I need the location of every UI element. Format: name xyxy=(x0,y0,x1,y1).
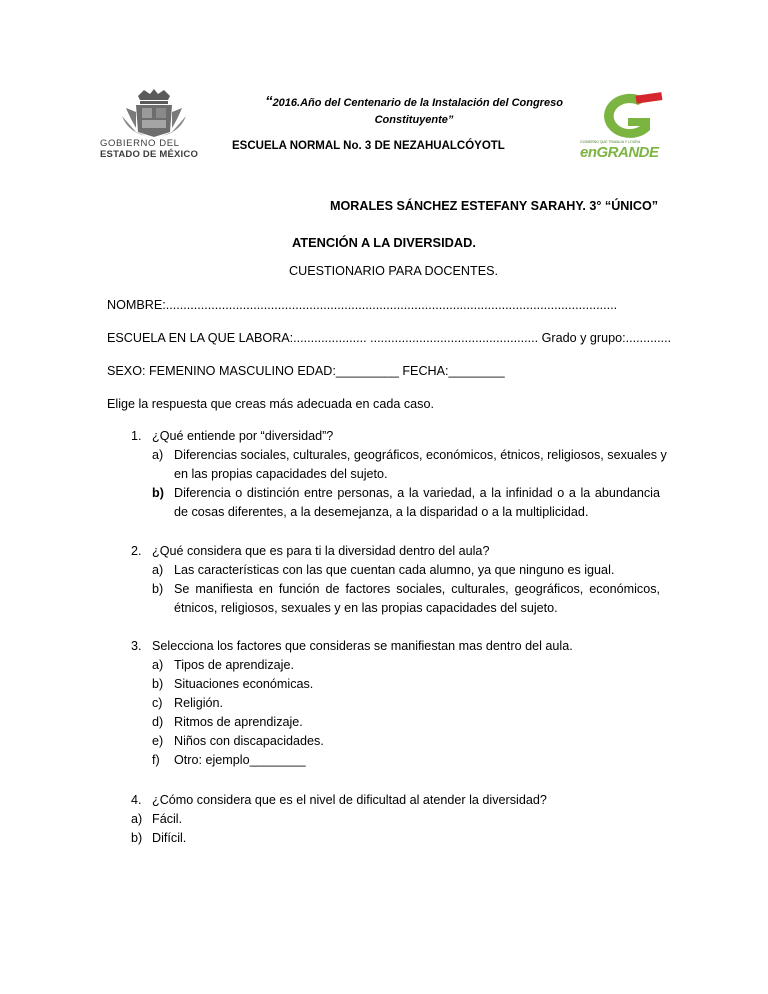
option-letter[interactable]: b) xyxy=(152,582,164,596)
option-text[interactable]: Difícil. xyxy=(152,831,187,845)
instruction: Elige la respuesta que creas más adecuada en cada caso. xyxy=(107,397,434,411)
motto-line1: 2016.Año del Centenario de la Instalación del Congreso xyxy=(272,97,563,109)
option-text[interactable]: Ritmos de aprendizaje. xyxy=(174,715,303,729)
option-letter[interactable]: b) xyxy=(152,677,164,691)
option-text-cont[interactable]: en las propias capacidades del sujeto. xyxy=(174,467,388,481)
option-text[interactable]: Fácil. xyxy=(152,812,183,826)
option-letter[interactable]: f) xyxy=(152,753,160,767)
gov-logo-line1: GOBIERNO DEL xyxy=(100,138,180,149)
engrande-logo xyxy=(578,90,668,162)
option-letter[interactable]: d) xyxy=(152,715,164,729)
option-text[interactable]: Otro: ejemplo________ xyxy=(174,753,306,767)
question-text: ¿Cómo considera que es el nivel de dificultad al atender la diversidad? xyxy=(152,793,547,807)
sexo-field[interactable]: SEXO: FEMENINO MASCULINO EDAD:_________ FECHA:________ xyxy=(107,364,505,378)
question-text: ¿Qué entiende por “diversidad”? xyxy=(152,429,334,443)
escuela-field[interactable]: ESCUELA EN LA QUE LABORA:..................... ................................................ Grado y grupo:............. xyxy=(107,331,672,345)
option-letter[interactable]: a) xyxy=(131,812,143,826)
question-number: 1. xyxy=(131,429,142,443)
option-text-cont[interactable]: de cosas diferentes, a la desemejanza, a la disparidad o a la multiplicidad. xyxy=(174,505,589,519)
option-text[interactable]: Tipos de aprendizaje. xyxy=(174,658,294,672)
question-text: ¿Qué considera que es para ti la diversidad dentro del aula? xyxy=(152,544,490,558)
engrande-small-text: GOBIERNO QUE TRABAJA Y LOGRA xyxy=(580,140,641,144)
option-text[interactable]: Diferencias sociales, culturales, geográficos, económicos, étnicos, religiosos, sexuales y xyxy=(174,448,667,462)
question-number: 2. xyxy=(131,544,142,558)
option-text[interactable]: Las características con las que cuentan cada alumno, ya que ninguno es igual. xyxy=(174,563,615,577)
motto-line2: Constituyente” xyxy=(374,114,454,126)
option-text[interactable]: Diferencia o distinción entre personas, a la variedad, a la infinidad o a la abundancia xyxy=(174,486,660,500)
option-letter-selected[interactable]: b) xyxy=(152,486,164,500)
option-text[interactable]: Religión. xyxy=(174,696,224,710)
option-letter[interactable]: a) xyxy=(152,448,164,462)
option-text[interactable]: Se manifiesta en función de factores sociales, culturales, geográficos, económicos, xyxy=(174,582,660,596)
document-title: ATENCIÓN A LA DIVERSIDAD. xyxy=(292,235,476,250)
gov-seal-icon xyxy=(100,88,208,138)
option-letter[interactable]: a) xyxy=(152,563,164,577)
school-name: ESCUELA NORMAL No. 3 DE NEZAHUALCÓYOTL xyxy=(232,140,505,152)
option-text[interactable]: Situaciones económicas. xyxy=(174,677,314,691)
motto xyxy=(258,93,570,129)
option-letter[interactable]: b) xyxy=(131,831,143,845)
option-letter[interactable]: e) xyxy=(152,734,164,748)
question-number: 3. xyxy=(131,639,142,653)
option-letter[interactable]: a) xyxy=(152,658,164,672)
gov-logo-line2: ESTADO DE MÉXICO xyxy=(100,149,199,160)
engrande-text: enGRANDE xyxy=(580,144,659,161)
engrande-g-icon xyxy=(578,90,668,142)
motto-quote: “ xyxy=(265,93,273,110)
gov-logo xyxy=(100,88,208,162)
nombre-field[interactable]: NOMBRE:................................................................................................................................. xyxy=(107,298,618,312)
option-text[interactable]: Niños con discapacidades. xyxy=(174,734,324,748)
option-letter[interactable]: c) xyxy=(152,696,163,710)
question-number: 4. xyxy=(131,793,142,807)
student-line: MORALES SÁNCHEZ ESTEFANY SARAHY. 3° “ÚNICO” xyxy=(330,199,659,213)
document-subtitle: CUESTIONARIO PARA DOCENTES. xyxy=(289,264,498,278)
question-text: Selecciona los factores que consideras se manifiestan mas dentro del aula. xyxy=(152,639,573,653)
option-text-cont[interactable]: étnicos, religiosos, sexuales y en las propias capacidades del sujeto. xyxy=(174,601,558,615)
